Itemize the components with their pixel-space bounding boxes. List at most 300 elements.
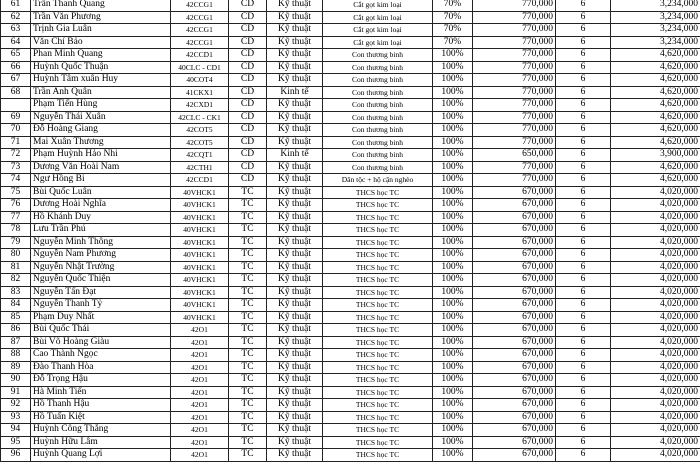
table-row bbox=[1, 174, 700, 187]
cell-stt: 74 bbox=[1, 174, 31, 187]
cell-name: Trần Văn Phương bbox=[31, 11, 171, 24]
cell-pct: 100% bbox=[433, 261, 473, 274]
cell-field: Kỹ thuật bbox=[267, 0, 323, 11]
cell-field: Kỹ thuật bbox=[267, 336, 323, 349]
cell-stt: 92 bbox=[1, 399, 31, 412]
cell-name: Mai Xuân Thương bbox=[31, 136, 171, 149]
cell-obj: Con thương binh bbox=[323, 86, 433, 99]
cell-obj: THCS học TC bbox=[323, 286, 433, 299]
cell-class: 40VHCK1 bbox=[171, 286, 229, 299]
cell-name: Đỗ Hoàng Giang bbox=[31, 124, 171, 137]
cell-level: CD bbox=[229, 11, 267, 24]
cell-months: 6 bbox=[556, 349, 611, 362]
cell-stt: 88 bbox=[1, 349, 31, 362]
cell-amount: 670,000 bbox=[473, 261, 556, 274]
cell-obj: THCS học TC bbox=[323, 211, 433, 224]
cell-level: TC bbox=[229, 286, 267, 299]
cell-pct: 100% bbox=[433, 411, 473, 424]
table-row bbox=[1, 186, 700, 199]
cell-pct: 100% bbox=[433, 324, 473, 337]
cell-months: 6 bbox=[556, 24, 611, 37]
cell-class: 40VHCK1 bbox=[171, 249, 229, 262]
table-row bbox=[1, 199, 700, 212]
cell-total: 4,020,000 bbox=[611, 311, 700, 324]
cell-level: CD bbox=[229, 24, 267, 37]
cell-level: TC bbox=[229, 349, 267, 362]
cell-pct: 100% bbox=[433, 386, 473, 399]
cell-pct: 100% bbox=[433, 436, 473, 449]
cell-pct: 100% bbox=[433, 174, 473, 187]
cell-field: Kỹ thuật bbox=[267, 274, 323, 287]
cell-total: 4,620,000 bbox=[611, 124, 700, 137]
table-row bbox=[1, 74, 700, 87]
cell-total: 4,020,000 bbox=[611, 286, 700, 299]
cell-class: 42O1 bbox=[171, 349, 229, 362]
cell-months: 6 bbox=[556, 374, 611, 387]
cell-months: 6 bbox=[556, 336, 611, 349]
cell-field: Kỹ thuật bbox=[267, 324, 323, 337]
cell-months: 6 bbox=[556, 299, 611, 312]
cell-name: Cao Thành Ngọc bbox=[31, 349, 171, 362]
cell-name: Hồ Thanh Hậu bbox=[31, 399, 171, 412]
cell-obj: THCS học TC bbox=[323, 261, 433, 274]
cell-amount: 670,000 bbox=[473, 236, 556, 249]
cell-months: 6 bbox=[556, 274, 611, 287]
cell-months: 6 bbox=[556, 161, 611, 174]
cell-total: 4,020,000 bbox=[611, 349, 700, 362]
cell-stt: 84 bbox=[1, 299, 31, 312]
cell-name: Nguyễn Minh Thông bbox=[31, 236, 171, 249]
cell-name: Dương Văn Hoài Nam bbox=[31, 161, 171, 174]
cell-class: 42O1 bbox=[171, 399, 229, 412]
cell-total: 4,620,000 bbox=[611, 161, 700, 174]
cell-name: Ngư Hồng Bi bbox=[31, 174, 171, 187]
cell-field: Kỹ thuật bbox=[267, 236, 323, 249]
cell-total: 4,020,000 bbox=[611, 449, 700, 462]
cell-level: TC bbox=[229, 199, 267, 212]
cell-obj: Con thương binh bbox=[323, 161, 433, 174]
cell-name: Nguyễn Thái Xuân bbox=[31, 111, 171, 124]
cell-class: 40VHCK1 bbox=[171, 274, 229, 287]
cell-pct: 100% bbox=[433, 424, 473, 437]
cell-field: Kỹ thuật bbox=[267, 49, 323, 62]
cell-amount: 670,000 bbox=[473, 299, 556, 312]
cell-stt: 70 bbox=[1, 124, 31, 137]
cell-class: 42CCG1 bbox=[171, 0, 229, 11]
cell-months: 6 bbox=[556, 0, 611, 11]
cell-pct: 100% bbox=[433, 286, 473, 299]
cell-stt: 67 bbox=[1, 74, 31, 87]
cell-stt: 65 bbox=[1, 49, 31, 62]
table-row bbox=[1, 99, 700, 112]
cell-name: Bùi Quốc Luân bbox=[31, 186, 171, 199]
cell-class: 42COT5 bbox=[171, 124, 229, 137]
cell-months: 6 bbox=[556, 361, 611, 374]
cell-class: 40VHCK1 bbox=[171, 261, 229, 274]
cell-level: CD bbox=[229, 174, 267, 187]
cell-field: Kỹ thuật bbox=[267, 374, 323, 387]
cell-total: 4,020,000 bbox=[611, 236, 700, 249]
cell-class: 42CLC - CK1 bbox=[171, 111, 229, 124]
cell-pct: 100% bbox=[433, 61, 473, 74]
cell-amount: 770,000 bbox=[473, 174, 556, 187]
cell-stt: 83 bbox=[1, 286, 31, 299]
cell-total: 3,900,000 bbox=[611, 149, 700, 162]
cell-level: TC bbox=[229, 374, 267, 387]
cell-name: Phạm Duy Nhất bbox=[31, 311, 171, 324]
cell-class: 40VHCK1 bbox=[171, 311, 229, 324]
cell-obj: THCS học TC bbox=[323, 311, 433, 324]
cell-pct: 100% bbox=[433, 186, 473, 199]
cell-total: 4,020,000 bbox=[611, 411, 700, 424]
cell-field: Kỹ thuật bbox=[267, 361, 323, 374]
cell-total: 4,020,000 bbox=[611, 399, 700, 412]
cell-field: Kỹ thuật bbox=[267, 136, 323, 149]
cell-level: TC bbox=[229, 224, 267, 237]
cell-class: 42CCD1 bbox=[171, 49, 229, 62]
cell-field: Kỹ thuật bbox=[267, 424, 323, 437]
cell-pct: 100% bbox=[433, 449, 473, 462]
cell-level: CD bbox=[229, 111, 267, 124]
cell-obj: Cắt gọt kim loại bbox=[323, 11, 433, 24]
cell-name: Nguyễn Nam Phương bbox=[31, 249, 171, 262]
cell-obj: Con thương binh bbox=[323, 111, 433, 124]
cell-level: TC bbox=[229, 186, 267, 199]
cell-obj: THCS học TC bbox=[323, 374, 433, 387]
cell-total: 4,020,000 bbox=[611, 199, 700, 212]
cell-amount: 770,000 bbox=[473, 161, 556, 174]
cell-pct: 100% bbox=[433, 86, 473, 99]
cell-amount: 670,000 bbox=[473, 324, 556, 337]
cell-stt: 85 bbox=[1, 311, 31, 324]
cell-obj: THCS học TC bbox=[323, 274, 433, 287]
cell-obj: Con thương binh bbox=[323, 136, 433, 149]
cell-total: 4,020,000 bbox=[611, 211, 700, 224]
cell-obj: THCS học TC bbox=[323, 324, 433, 337]
cell-field: Kỹ thuật bbox=[267, 124, 323, 137]
cell-months: 6 bbox=[556, 324, 611, 337]
cell-name: Bùi Võ Hoàng Giàu bbox=[31, 336, 171, 349]
cell-amount: 670,000 bbox=[473, 186, 556, 199]
cell-level: TC bbox=[229, 449, 267, 462]
cell-obj: Cắt gọt kim loại bbox=[323, 0, 433, 11]
cell-name: Trần Anh Quân bbox=[31, 86, 171, 99]
cell-total: 4,020,000 bbox=[611, 336, 700, 349]
cell-field: Kỹ thuật bbox=[267, 24, 323, 37]
cell-months: 6 bbox=[556, 386, 611, 399]
cell-field: Kinh tế bbox=[267, 149, 323, 162]
table-row bbox=[1, 36, 700, 49]
cell-obj: THCS học TC bbox=[323, 424, 433, 437]
cell-name: Phạm Huỳnh Hảo Nhi bbox=[31, 149, 171, 162]
cell-class: 42COT5 bbox=[171, 136, 229, 149]
cell-months: 6 bbox=[556, 186, 611, 199]
cell-obj: Con thương binh bbox=[323, 61, 433, 74]
cell-obj: Con thương binh bbox=[323, 74, 433, 87]
cell-amount: 770,000 bbox=[473, 49, 556, 62]
cell-name: Nguyễn Nhật Trường bbox=[31, 261, 171, 274]
table-row bbox=[1, 249, 700, 262]
cell-total: 4,620,000 bbox=[611, 111, 700, 124]
table-row bbox=[1, 236, 700, 249]
table-row bbox=[1, 124, 700, 137]
cell-pct: 100% bbox=[433, 74, 473, 87]
cell-months: 6 bbox=[556, 149, 611, 162]
table-row bbox=[1, 449, 700, 462]
cell-class: 42O1 bbox=[171, 449, 229, 462]
cell-total: 4,020,000 bbox=[611, 261, 700, 274]
cell-obj: Con thương binh bbox=[323, 149, 433, 162]
cell-field: Kỹ thuật bbox=[267, 61, 323, 74]
cell-name: Dương Hoài Nghĩa bbox=[31, 199, 171, 212]
cell-level: CD bbox=[229, 136, 267, 149]
cell-total: 4,620,000 bbox=[611, 136, 700, 149]
cell-obj: Con thương binh bbox=[323, 99, 433, 112]
cell-level: TC bbox=[229, 324, 267, 337]
cell-field: Kỹ thuật bbox=[267, 11, 323, 24]
cell-level: TC bbox=[229, 274, 267, 287]
cell-stt: 96 bbox=[1, 449, 31, 462]
table-row bbox=[1, 336, 700, 349]
cell-field: Kỹ thuật bbox=[267, 436, 323, 449]
cell-level: TC bbox=[229, 236, 267, 249]
cell-amount: 770,000 bbox=[473, 61, 556, 74]
table-row bbox=[1, 436, 700, 449]
cell-level: TC bbox=[229, 336, 267, 349]
cell-amount: 670,000 bbox=[473, 311, 556, 324]
cell-field: Kỹ thuật bbox=[267, 161, 323, 174]
cell-amount: 670,000 bbox=[473, 361, 556, 374]
cell-class: 40VHCK1 bbox=[171, 186, 229, 199]
cell-obj: THCS học TC bbox=[323, 411, 433, 424]
cell-total: 4,620,000 bbox=[611, 99, 700, 112]
cell-name: Văn Chí Bảo bbox=[31, 36, 171, 49]
cell-class: 42O1 bbox=[171, 361, 229, 374]
cell-level: TC bbox=[229, 424, 267, 437]
table-row bbox=[1, 349, 700, 362]
cell-field: Kỹ thuật bbox=[267, 399, 323, 412]
cell-level: CD bbox=[229, 99, 267, 112]
cell-pct: 100% bbox=[433, 311, 473, 324]
table-row bbox=[1, 0, 700, 11]
cell-field: Kỹ thuật bbox=[267, 261, 323, 274]
table-row bbox=[1, 274, 700, 287]
cell-name: Huỳnh Hữu Lâm bbox=[31, 436, 171, 449]
cell-stt: 91 bbox=[1, 386, 31, 399]
cell-amount: 670,000 bbox=[473, 286, 556, 299]
cell-months: 6 bbox=[556, 449, 611, 462]
cell-stt: 63 bbox=[1, 24, 31, 37]
cell-amount: 650,000 bbox=[473, 149, 556, 162]
cell-class: 42O1 bbox=[171, 386, 229, 399]
cell-pct: 70% bbox=[433, 36, 473, 49]
cell-stt bbox=[1, 99, 31, 112]
cell-field: Kỹ thuật bbox=[267, 211, 323, 224]
cell-pct: 100% bbox=[433, 211, 473, 224]
cell-level: CD bbox=[229, 61, 267, 74]
cell-class: 42O1 bbox=[171, 374, 229, 387]
cell-name: Trịnh Gia Luân bbox=[31, 24, 171, 37]
cell-level: TC bbox=[229, 249, 267, 262]
cell-class: 42O1 bbox=[171, 436, 229, 449]
cell-field: Kinh tế bbox=[267, 86, 323, 99]
cell-months: 6 bbox=[556, 311, 611, 324]
cell-amount: 770,000 bbox=[473, 11, 556, 24]
table-row bbox=[1, 149, 700, 162]
cell-name: Trần Thanh Quang bbox=[31, 0, 171, 11]
cell-level: CD bbox=[229, 74, 267, 87]
cell-total: 4,620,000 bbox=[611, 61, 700, 74]
cell-amount: 770,000 bbox=[473, 36, 556, 49]
cell-months: 6 bbox=[556, 49, 611, 62]
cell-pct: 100% bbox=[433, 111, 473, 124]
cell-field: Kỹ thuật bbox=[267, 349, 323, 362]
cell-amount: 670,000 bbox=[473, 274, 556, 287]
cell-pct: 100% bbox=[433, 336, 473, 349]
cell-class: 40VHCK1 bbox=[171, 224, 229, 237]
cell-obj: THCS học TC bbox=[323, 436, 433, 449]
cell-amount: 670,000 bbox=[473, 349, 556, 362]
cell-field: Kỹ thuật bbox=[267, 111, 323, 124]
cell-pct: 100% bbox=[433, 361, 473, 374]
cell-months: 6 bbox=[556, 286, 611, 299]
cell-total: 3,234,000 bbox=[611, 24, 700, 37]
cell-amount: 770,000 bbox=[473, 111, 556, 124]
cell-stt: 94 bbox=[1, 424, 31, 437]
cell-stt: 66 bbox=[1, 61, 31, 74]
cell-field: Kỹ thuật bbox=[267, 286, 323, 299]
cell-field: Kỹ thuật bbox=[267, 311, 323, 324]
table-row bbox=[1, 11, 700, 24]
cell-name: Đào Thanh Hòa bbox=[31, 361, 171, 374]
cell-total: 4,020,000 bbox=[611, 186, 700, 199]
cell-name: Phạm Tiến Hùng bbox=[31, 99, 171, 112]
cell-name: Đỗ Trọng Hậu bbox=[31, 374, 171, 387]
cell-name: Huỳnh Quang Lợi bbox=[31, 449, 171, 462]
cell-pct: 100% bbox=[433, 199, 473, 212]
cell-class: 40CLC - CD1 bbox=[171, 61, 229, 74]
cell-level: TC bbox=[229, 386, 267, 399]
cell-total: 4,020,000 bbox=[611, 436, 700, 449]
cell-months: 6 bbox=[556, 224, 611, 237]
cell-stt: 95 bbox=[1, 436, 31, 449]
cell-total: 3,234,000 bbox=[611, 36, 700, 49]
cell-months: 6 bbox=[556, 111, 611, 124]
cell-obj: THCS học TC bbox=[323, 199, 433, 212]
cell-field: Kỹ thuật bbox=[267, 36, 323, 49]
cell-months: 6 bbox=[556, 249, 611, 262]
cell-stt: 62 bbox=[1, 11, 31, 24]
cell-total: 4,620,000 bbox=[611, 174, 700, 187]
cell-name: Nguyễn Thanh Tỷ bbox=[31, 299, 171, 312]
cell-stt: 69 bbox=[1, 111, 31, 124]
cell-months: 6 bbox=[556, 124, 611, 137]
table-row bbox=[1, 386, 700, 399]
cell-stt: 76 bbox=[1, 199, 31, 212]
cell-level: CD bbox=[229, 161, 267, 174]
table-row bbox=[1, 111, 700, 124]
cell-obj: THCS học TC bbox=[323, 361, 433, 374]
cell-level: TC bbox=[229, 436, 267, 449]
cell-level: TC bbox=[229, 311, 267, 324]
cell-level: CD bbox=[229, 149, 267, 162]
cell-months: 6 bbox=[556, 174, 611, 187]
cell-class: 42CQT1 bbox=[171, 149, 229, 162]
cell-level: CD bbox=[229, 49, 267, 62]
cell-stt: 64 bbox=[1, 36, 31, 49]
cell-obj: Con thương binh bbox=[323, 49, 433, 62]
cell-level: CD bbox=[229, 86, 267, 99]
cell-level: TC bbox=[229, 299, 267, 312]
cell-level: CD bbox=[229, 36, 267, 49]
cell-field: Kỹ thuật bbox=[267, 99, 323, 112]
cell-total: 4,620,000 bbox=[611, 74, 700, 87]
cell-months: 6 bbox=[556, 74, 611, 87]
cell-total: 4,020,000 bbox=[611, 374, 700, 387]
table-row bbox=[1, 261, 700, 274]
cell-field: Kỹ thuật bbox=[267, 386, 323, 399]
cell-total: 4,020,000 bbox=[611, 249, 700, 262]
cell-obj: THCS học TC bbox=[323, 336, 433, 349]
cell-pct: 100% bbox=[433, 149, 473, 162]
cell-field: Kỹ thuật bbox=[267, 249, 323, 262]
cell-field: Kỹ thuật bbox=[267, 74, 323, 87]
cell-amount: 770,000 bbox=[473, 124, 556, 137]
cell-class: 42CTH1 bbox=[171, 161, 229, 174]
table-row bbox=[1, 311, 700, 324]
cell-name: Hồ Tuấn Kiệt bbox=[31, 411, 171, 424]
table-row bbox=[1, 374, 700, 387]
cell-stt: 78 bbox=[1, 224, 31, 237]
cell-pct: 100% bbox=[433, 49, 473, 62]
cell-level: TC bbox=[229, 361, 267, 374]
cell-name: Huỳnh Quốc Thuận bbox=[31, 61, 171, 74]
cell-level: TC bbox=[229, 211, 267, 224]
cell-amount: 670,000 bbox=[473, 411, 556, 424]
cell-pct: 70% bbox=[433, 24, 473, 37]
cell-obj: THCS học TC bbox=[323, 349, 433, 362]
cell-amount: 770,000 bbox=[473, 86, 556, 99]
cell-pct: 100% bbox=[433, 224, 473, 237]
cell-months: 6 bbox=[556, 36, 611, 49]
cell-name: Huỳnh Tâm xuân Huy bbox=[31, 74, 171, 87]
cell-stt: 72 bbox=[1, 149, 31, 162]
cell-amount: 770,000 bbox=[473, 136, 556, 149]
cell-field: Kỹ thuật bbox=[267, 174, 323, 187]
table-row bbox=[1, 399, 700, 412]
table-row bbox=[1, 361, 700, 374]
cell-total: 4,620,000 bbox=[611, 49, 700, 62]
cell-pct: 70% bbox=[433, 0, 473, 11]
cell-stt: 87 bbox=[1, 336, 31, 349]
cell-pct: 100% bbox=[433, 124, 473, 137]
cell-stt: 80 bbox=[1, 249, 31, 262]
cell-stt: 71 bbox=[1, 136, 31, 149]
cell-amount: 770,000 bbox=[473, 74, 556, 87]
cell-class: 42CCG1 bbox=[171, 24, 229, 37]
cell-amount: 670,000 bbox=[473, 211, 556, 224]
cell-months: 6 bbox=[556, 424, 611, 437]
cell-months: 6 bbox=[556, 99, 611, 112]
cell-level: TC bbox=[229, 411, 267, 424]
cell-class: 42CCG1 bbox=[171, 36, 229, 49]
cell-obj: Dân tộc + hộ cận nghèo bbox=[323, 174, 433, 187]
cell-name: Bùi Quốc Thái bbox=[31, 324, 171, 337]
cell-stt: 90 bbox=[1, 374, 31, 387]
cell-amount: 670,000 bbox=[473, 424, 556, 437]
cell-total: 4,020,000 bbox=[611, 324, 700, 337]
table-row bbox=[1, 424, 700, 437]
